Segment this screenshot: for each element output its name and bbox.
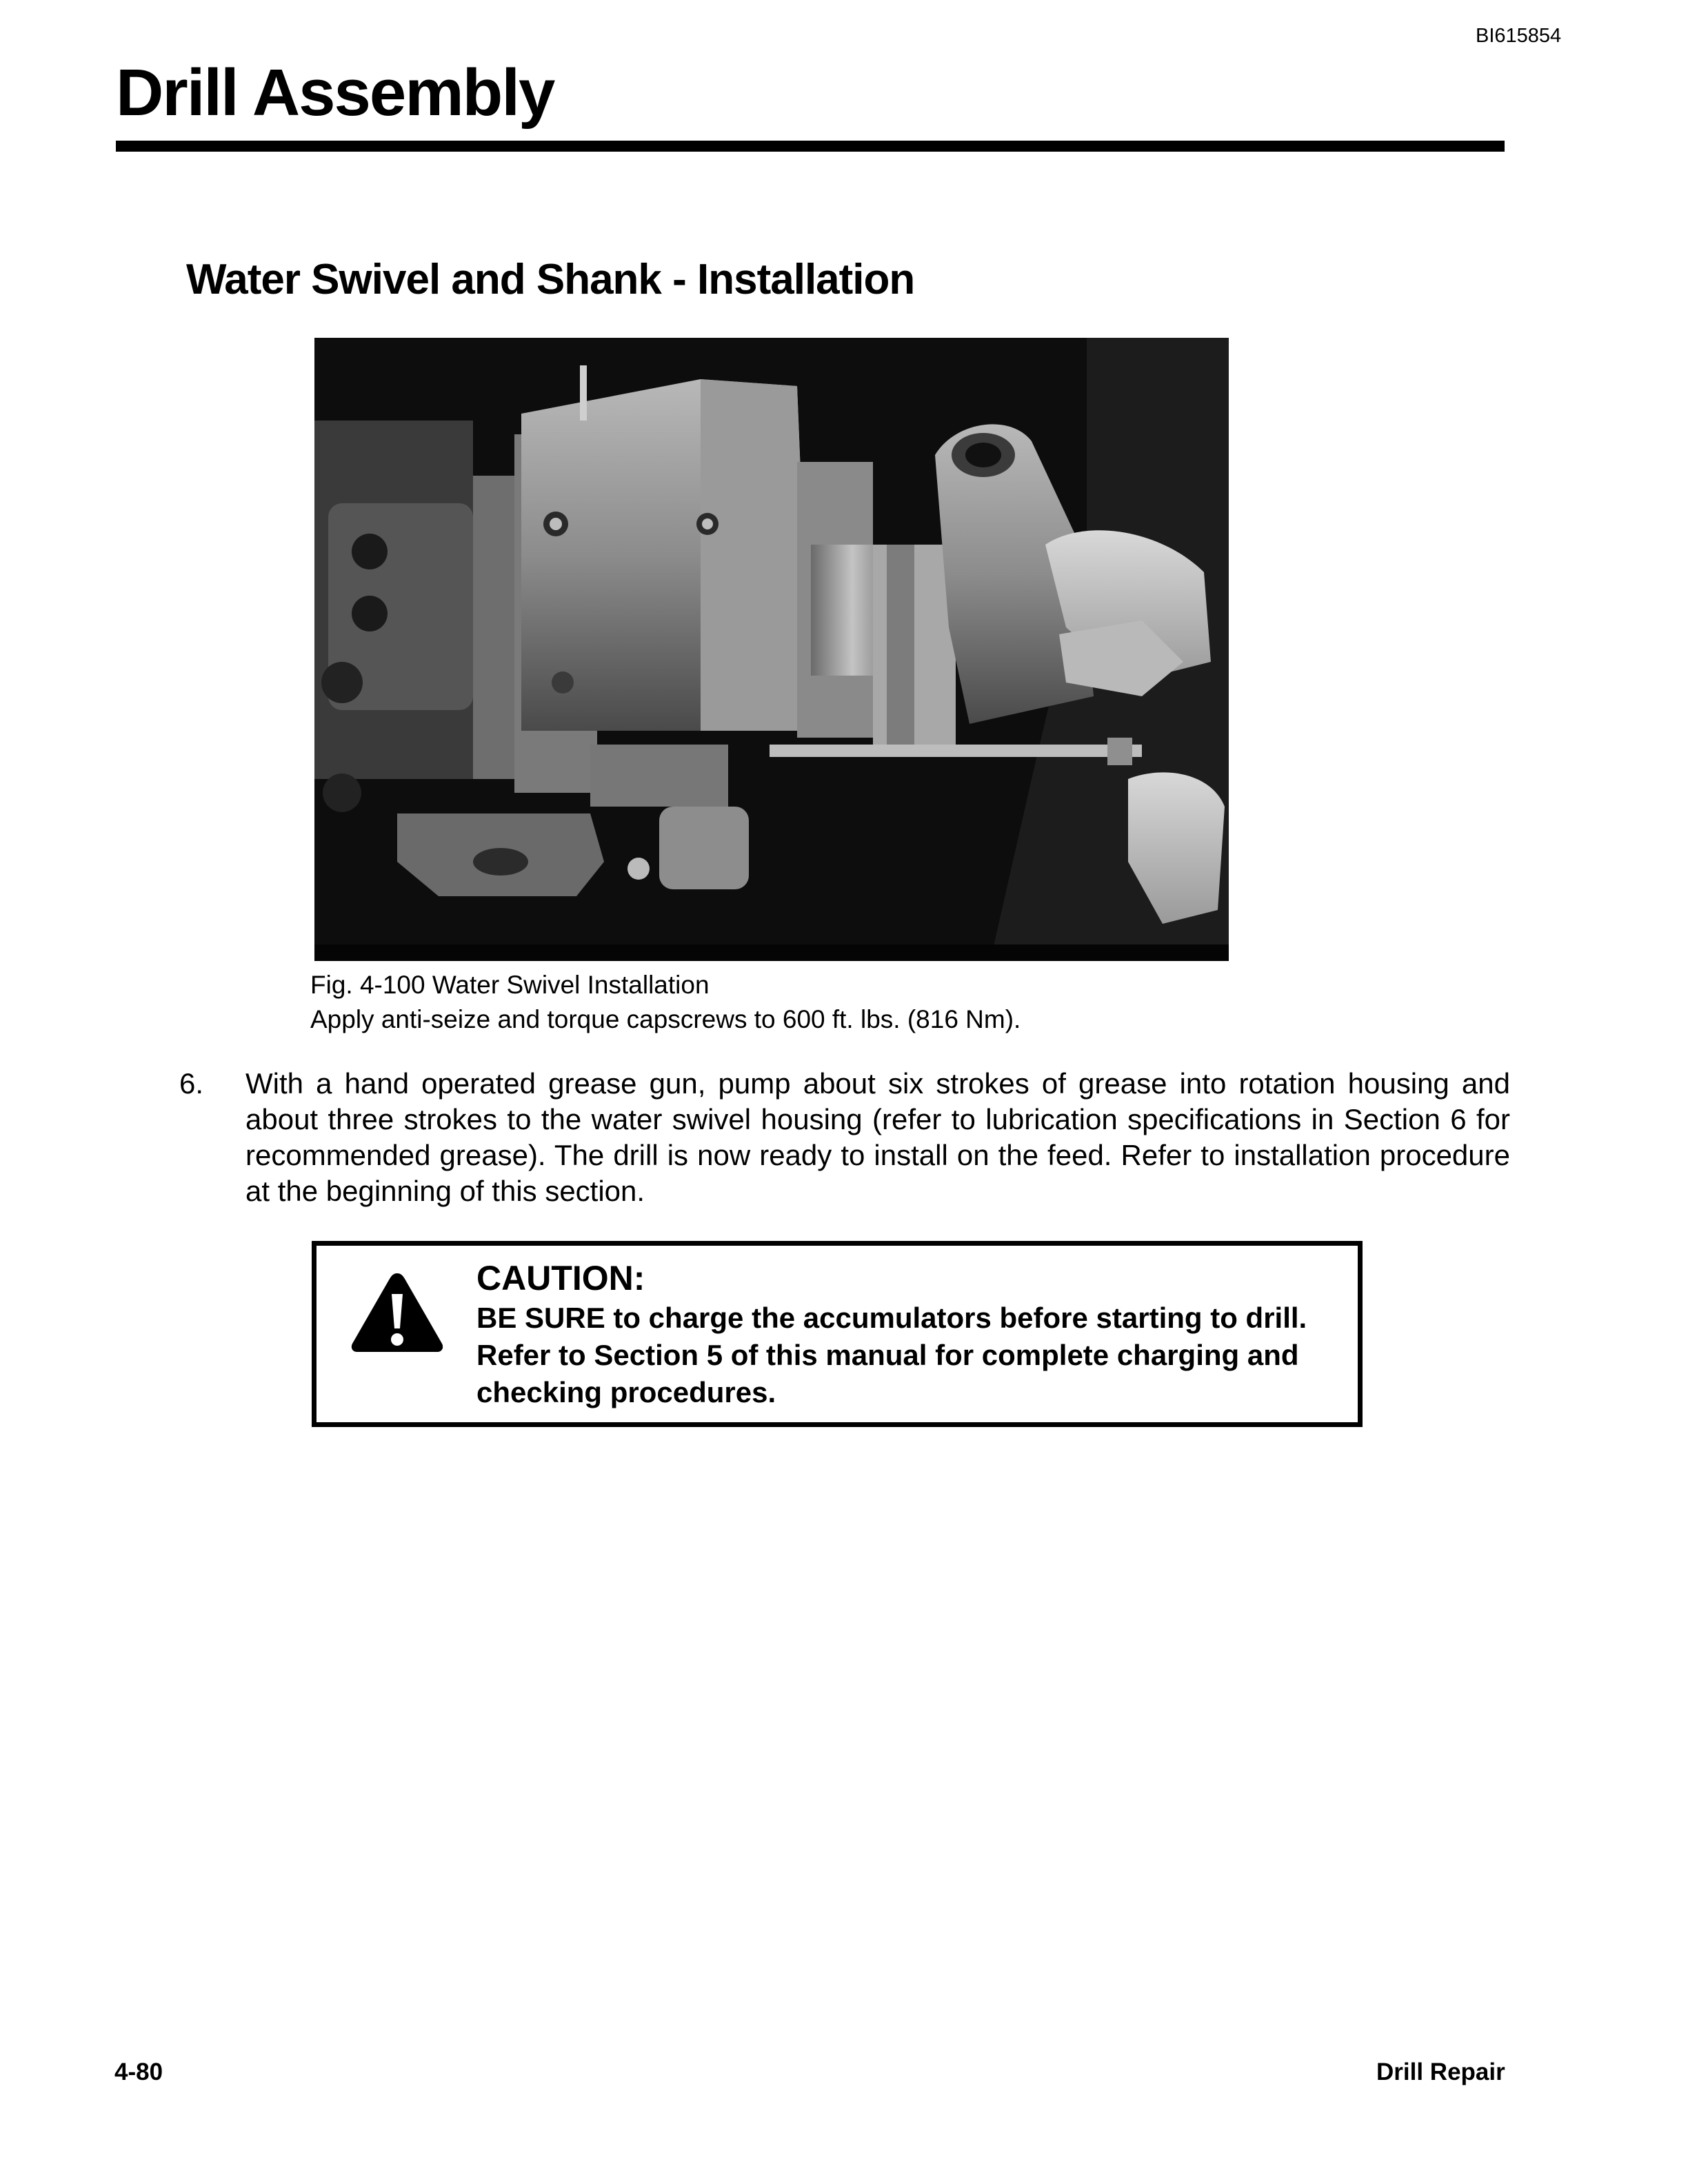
page-number: 4-80 xyxy=(114,2059,163,2085)
water-swivel-photo xyxy=(314,338,1229,961)
footer-section-name: Drill Repair xyxy=(1376,2059,1505,2085)
step-number: 6. xyxy=(179,1067,204,1100)
document-id: BI615854 xyxy=(1476,25,1562,47)
figure-caption xyxy=(310,968,1021,1037)
caution-title: CAUTION: xyxy=(476,1259,645,1297)
title-rule xyxy=(116,141,1505,152)
caution-text: BE SURE to charge the accumulators before starting to drill. Refer to Section 5 of this manual for complete charging and checking procedures. xyxy=(476,1302,1307,1408)
drill-assembly-photo-illustration xyxy=(314,338,1229,961)
step-text: With a hand operated grease gun, pump about six strokes of grease into rotation housing and about three strokes to the water swivel housing (refer to lubrication specifications in Section 6 for recommended grease). The drill is now ready to install on the feed. Refer to installation procedure at the beginning of this section. xyxy=(245,1067,1510,1207)
warning-triangle-icon xyxy=(350,1271,445,1355)
page-title: Drill Assembly xyxy=(116,56,554,130)
figure-caption-title: Fig. 4-100 Water Swivel Installation xyxy=(310,971,710,999)
section-heading: Water Swivel and Shank - Installation xyxy=(186,256,915,303)
figure-caption-note: Apply anti-seize and torque capscrews to 600 ft. lbs. (816 Nm). xyxy=(310,1005,1021,1033)
caution-box xyxy=(312,1241,1363,1427)
